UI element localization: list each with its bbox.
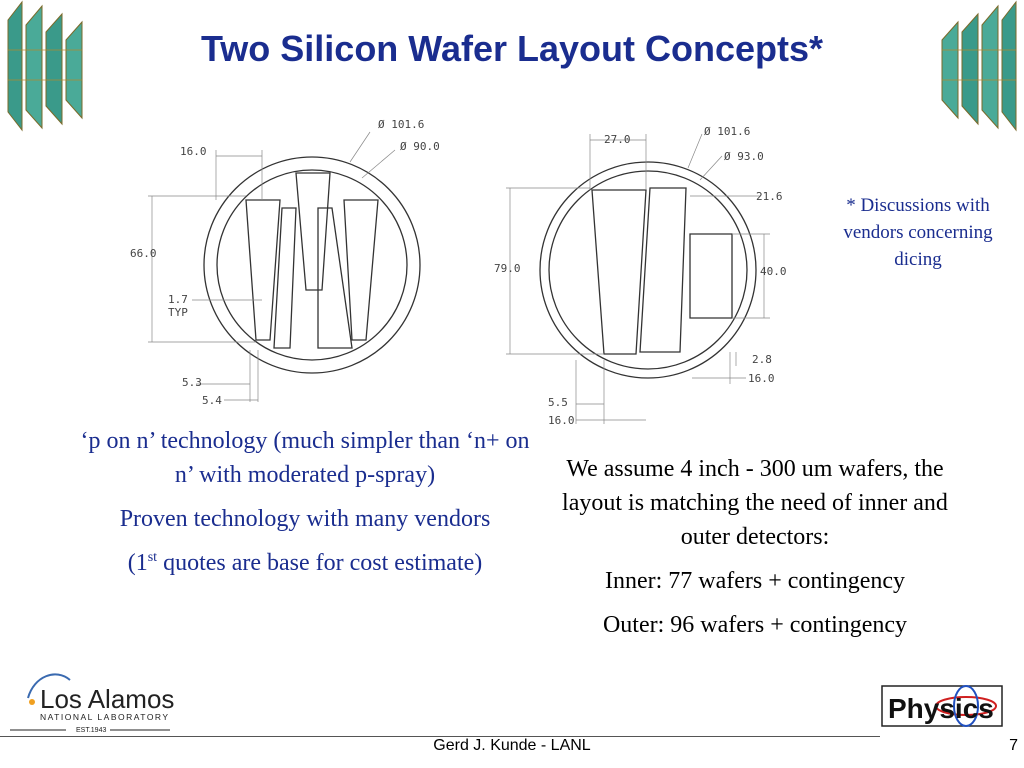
left-typ-label: TYP [168, 306, 188, 319]
left-bottom-label-2: 5.4 [202, 394, 222, 407]
vendors-paragraph: Proven technology with many vendors [119, 506, 491, 532]
outer-wafers-line: Outer: 96 wafers + contingency [602, 612, 908, 638]
right-width2-label: 21.6 [756, 190, 783, 203]
quotes-paragraph: (1st quotes are base for cost estimate) [127, 550, 483, 576]
right-bottom-label-2: 16.0 [548, 414, 575, 427]
left-gap-label: 1.7 [168, 293, 188, 306]
left-inner-diameter-label: Ø 90.0 [400, 140, 440, 153]
footnote-dicing: * Discussions with vendors concerning dicing [843, 195, 993, 270]
wafer-assumptions [548, 452, 962, 652]
page-number: 7 [1009, 737, 1018, 754]
assumption-paragraph: We assume 4 inch - 300 um wafers, the layout is matching the need of inner and outer detectors: [562, 456, 948, 550]
logo-established: EST.1943 [76, 727, 107, 732]
right-outer-diameter-label: Ø 101.6 [704, 125, 751, 138]
los-alamos-logo [6, 662, 176, 732]
slide-title: Two Silicon Wafer Layout Concepts* [200, 28, 824, 69]
footer-author: Gerd J. Kunde - LANL [433, 737, 591, 754]
left-width-label: 16.0 [180, 145, 207, 158]
left-wafer [204, 157, 420, 373]
logo-name: Los Alamos [40, 684, 175, 714]
right-wafer [540, 162, 756, 378]
right-gap-label: 2.8 [752, 353, 772, 366]
right-height-label: 79.0 [494, 262, 521, 275]
technology-paragraph: ‘p on n’ technology (much simpler than ‘n+ on n’ with moderated p-spray) [80, 428, 530, 488]
right-bottom-label-1: 5.5 [548, 396, 568, 409]
right-bottom-16-label: 16.0 [748, 372, 775, 385]
physics-word: Physics [888, 693, 994, 724]
technology-notes [80, 424, 530, 590]
wafer-layout-drawing [120, 110, 800, 430]
right-width-label: 27.0 [604, 133, 631, 146]
left-bottom-label-1: 5.3 [182, 376, 202, 389]
right-inner-diameter-label: Ø 93.0 [724, 150, 764, 163]
inner-wafers-line: Inner: 77 wafers + contingency [604, 568, 906, 594]
right-height2-label: 40.0 [760, 265, 787, 278]
left-height-label: 66.0 [130, 247, 157, 260]
left-outer-diameter-label: Ø 101.6 [378, 118, 425, 131]
physics-logo [880, 684, 1020, 730]
logo-subtitle: NATIONAL LABORATORY [40, 712, 170, 722]
